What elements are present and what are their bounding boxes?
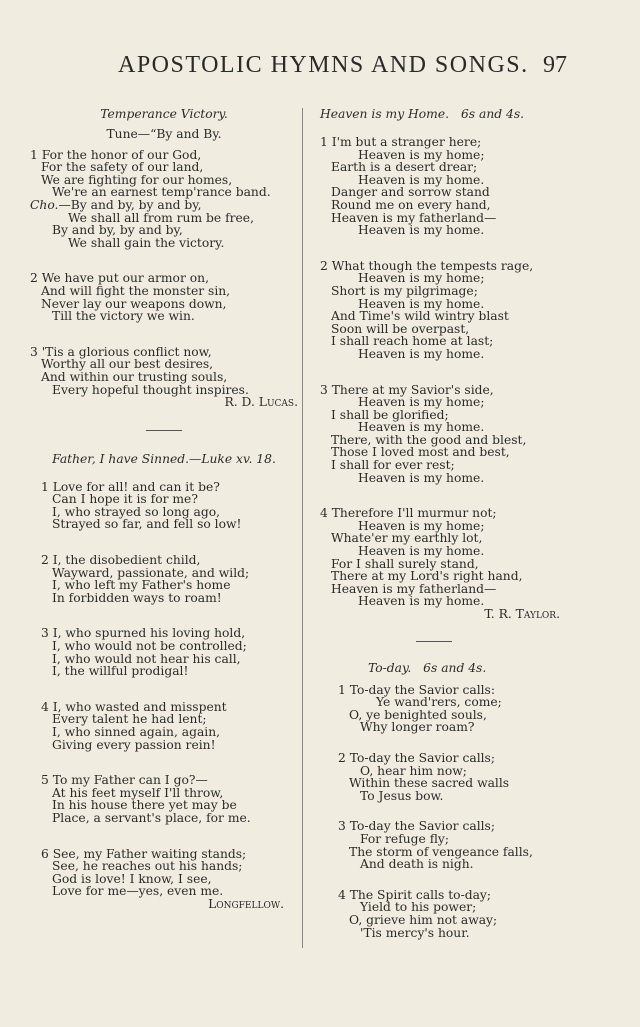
verse-line: 4 Therefore I'll murmur not;: [320, 506, 497, 521]
verse-line: Heaven is my home;: [358, 518, 485, 533]
verse-line: There at my Lord's right hand,: [331, 569, 523, 584]
page-header: [0, 52, 640, 88]
verse-line: We're an earnest temp'rance band.: [52, 185, 271, 200]
hymn-title: [320, 662, 560, 676]
verse-line: For the safety of our land,: [41, 160, 204, 175]
verse-line: Heaven is my home.: [358, 223, 485, 238]
verse: [320, 684, 560, 734]
verse-line: For refuge fly;: [360, 831, 450, 846]
verse-line: Earth is a desert drear;: [331, 160, 478, 175]
verse-line: We shall all from rum be free,: [68, 210, 254, 225]
verse-line: 2 We have put our armor on,: [30, 271, 209, 286]
verse: [320, 260, 560, 361]
verse-line: O, grieve him not away;: [349, 912, 498, 927]
hymn-temperance-victory: [30, 108, 298, 409]
tune-line: Tune—“By and By.: [106, 127, 222, 141]
verse-line: I shall be glorified;: [331, 407, 449, 422]
verse-line: There, with the good and blest,: [331, 432, 527, 447]
verse-line: Those I loved most and best,: [331, 445, 510, 460]
verse-line: Worthy all our best desires,: [41, 357, 214, 372]
verse-line: Heaven is my home.: [358, 346, 485, 361]
verse: [30, 848, 298, 898]
verse-line: Yield to his power;: [360, 900, 477, 915]
verse-line: Round me on every hand,: [331, 197, 491, 212]
verse-line: To Jesus bow.: [360, 788, 444, 803]
verse-line: I, who sinned again, again,: [52, 725, 221, 739]
verse-line: 1 For the honor of our God,: [30, 147, 202, 162]
verse: [320, 136, 560, 237]
hymn-father-i-have-sinned: [30, 453, 298, 911]
verse: [30, 481, 298, 531]
hymn-meter: 6s and 4s.: [460, 107, 525, 121]
verse-line: I, who would not be controlled;: [52, 639, 247, 654]
verse-line: Till the victory we win.: [52, 309, 195, 324]
verse-line: Heaven is my fatherland—: [331, 210, 497, 225]
verse-line: 1 Love for all! and can it be?: [41, 479, 220, 494]
hymn-title: [320, 108, 560, 122]
verse-line: O, hear him now;: [360, 763, 467, 778]
hymn-heaven-is-my-home: [320, 108, 560, 621]
chorus: [30, 199, 298, 249]
verse: [30, 627, 298, 677]
chorus-label: Cho.: [30, 197, 59, 212]
verse-line: Heaven is my home.: [358, 172, 485, 187]
author-credit: T. R. Taylor.: [484, 607, 560, 621]
verse-line: The storm of vengeance falls,: [349, 844, 533, 859]
verse-line: Danger and sorrow stand: [331, 185, 490, 200]
chorus-text: —By and by, by and by,: [58, 197, 202, 212]
verse-line: Why longer roam?: [360, 720, 475, 735]
verse-line: And within our trusting souls,: [41, 369, 228, 384]
verse-line: 3 There at my Savior's side,: [320, 382, 494, 397]
verse-line: By and by, by and by,: [52, 223, 183, 238]
verse-line: Place, a servant's place, for me.: [52, 810, 251, 825]
author-credit: R. D. Lucas.: [224, 395, 298, 410]
verse-line: 1 I'm but a stranger here;: [320, 135, 482, 149]
verse-line: 3 I, who spurned his loving hold,: [41, 626, 246, 641]
verse: [30, 346, 298, 396]
verse-line: Heaven is my home.: [358, 544, 485, 559]
verse-line: We are fighting for our homes,: [41, 172, 233, 187]
verse-line: Heaven is my home;: [358, 395, 485, 410]
verse-line: We shall gain the victory.: [68, 235, 225, 250]
hymn-title: Father, I have Sinned.—Luke xv. 18.: [52, 451, 276, 466]
verse-line: Heaven is my home.: [358, 470, 485, 485]
verse-line: Can I hope it is for me?: [52, 492, 198, 507]
verse-line: O, ye benighted souls,: [349, 707, 487, 722]
verse-line: Heaven is my home.: [358, 296, 485, 311]
verse-line: 2 What though the tempests rage,: [320, 258, 534, 273]
verse-line: 3 To-day the Savior calls;: [338, 819, 496, 834]
verse-line: Soon will be overpast,: [331, 321, 470, 336]
verse-line: I, the willful prodigal!: [52, 664, 189, 679]
verse-line: Heaven is my fatherland—: [331, 581, 497, 596]
hymn-to-day: [320, 662, 560, 940]
verse-line: God is love! I know, I see,: [52, 871, 212, 886]
verse: [30, 701, 298, 751]
right-column: [320, 108, 560, 939]
verse: [320, 384, 560, 485]
verse-line: In his house there yet may be: [52, 798, 237, 813]
verse-line: I, who strayed so long ago,: [52, 504, 221, 519]
verse-line: Never lay our weapons down,: [41, 296, 227, 311]
verse-line: 5 To my Father can I go?—: [41, 773, 208, 788]
verse-line: Strayed so far, and fell so low!: [52, 517, 242, 532]
verse-line: Ye wand'rers, come;: [376, 695, 502, 710]
verse-line: And will fight the monster sin,: [41, 283, 231, 298]
verse-line: At his feet myself I'll throw,: [52, 785, 224, 800]
column-divider: [302, 108, 303, 948]
verse: [30, 149, 298, 199]
hymn-title-text: To-day.: [368, 660, 412, 675]
verse-line: For I shall surely stand,: [331, 556, 479, 571]
verse-line: And Time's wild wintry blast: [331, 309, 509, 324]
verse-line: 1 To-day the Savior calls:: [338, 682, 496, 697]
hymn-meter: 6s and 4s.: [423, 660, 487, 675]
verse-line: I shall for ever rest;: [331, 458, 455, 473]
verse-line: Love for me—yes, even me.: [52, 884, 224, 899]
verse: [30, 774, 298, 824]
verse-line: Heaven is my home;: [358, 271, 485, 286]
left-column: [30, 108, 298, 911]
verse-line: I, who would not hear his call,: [52, 651, 241, 666]
verse-line: Within these sacred walls: [349, 776, 510, 791]
verse: [320, 752, 560, 802]
verse-line: 'Tis mercy's hour.: [360, 925, 470, 940]
verse-line: I shall reach home at last;: [331, 334, 494, 349]
verse-line: [30, 199, 298, 212]
section-separator: [146, 430, 182, 431]
verse-line: Heaven is my home.: [358, 420, 485, 435]
verse-line: I, who left my Father's home: [52, 578, 231, 593]
verse: [320, 820, 560, 870]
verse-line: Short is my pilgrimage;: [331, 283, 478, 298]
verse-line: In forbidden ways to roam!: [52, 590, 222, 605]
verse-line: 4 The Spirit calls to-day;: [338, 887, 492, 902]
verse-line: Whate'er my earthly lot,: [331, 531, 483, 546]
verse-line: Heaven is my home;: [358, 147, 485, 162]
verse-line: See, he reaches out his hands;: [52, 859, 243, 874]
verse-line: And death is nigh.: [360, 857, 474, 872]
verse: [30, 554, 298, 604]
verse-line: Giving every passion rein!: [52, 737, 216, 752]
page-number: 97: [543, 52, 567, 78]
section-separator: [416, 641, 452, 642]
verse-line: Every talent he had lent;: [52, 712, 207, 727]
verse: [320, 507, 560, 608]
verse-line: 2 To-day the Savior calls;: [338, 750, 496, 765]
verse: [320, 889, 560, 939]
hymn-title-text: Heaven is my Home.: [320, 107, 450, 121]
hymn-title: Temperance Victory.: [100, 107, 228, 121]
verse-line: Heaven is my home.: [358, 594, 485, 609]
verse-line: 3 'Tis a glorious conflict now,: [30, 344, 212, 359]
verse-line: 6 See, my Father waiting stands;: [41, 846, 247, 861]
author-credit: Longfellow.: [208, 896, 284, 911]
running-title: APOSTOLIC HYMNS AND SONGS.: [118, 52, 529, 78]
verse-line: Every hopeful thought inspires.: [52, 382, 249, 397]
verse: [30, 272, 298, 322]
verse-line: 2 I, the disobedient child,: [41, 553, 201, 568]
verse-line: 4 I, who wasted and misspent: [41, 699, 227, 714]
verse-line: Wayward, passionate, and wild;: [52, 565, 250, 580]
